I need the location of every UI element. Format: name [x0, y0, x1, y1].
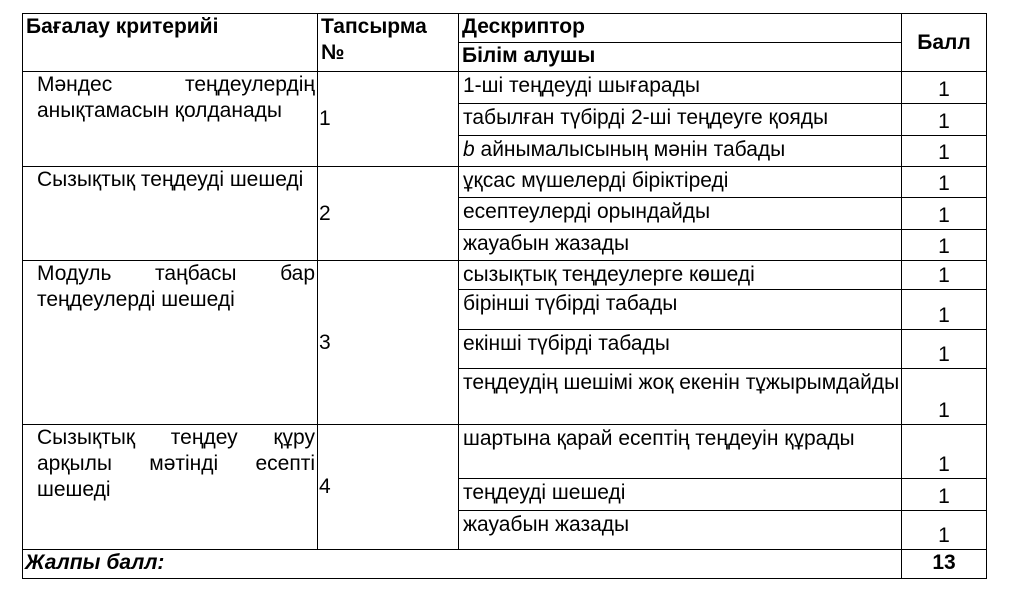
score-cell: 1: [902, 479, 987, 511]
table-row: [23, 167, 987, 198]
task-number-cell: 3: [318, 261, 459, 425]
header-row: [23, 14, 987, 43]
score-cell: 1: [902, 290, 987, 330]
descriptor-cell: [459, 290, 902, 330]
total-row: [23, 550, 987, 579]
score-cell: 1: [902, 230, 987, 261]
table-row: [23, 425, 987, 479]
score-cell: 1: [902, 330, 987, 369]
descriptor-cell: [459, 198, 902, 230]
total-label: Жалпы балл:: [23, 550, 902, 579]
descriptor-cell: [459, 72, 902, 104]
total-value: 13: [902, 550, 987, 579]
descriptor-cell: [459, 136, 902, 167]
score-cell: 1: [902, 198, 987, 230]
header-descriptor: Дескриптор: [459, 14, 902, 43]
score-cell: 1: [902, 425, 987, 479]
header-task: Тапсырма №: [318, 14, 459, 72]
descriptor-text: табылған түбірді 2-ші теңдеуге қояды: [463, 106, 829, 129]
header-learner: Білім алушы: [459, 43, 902, 72]
descriptor-cell: [459, 104, 902, 136]
descriptor-cell: [459, 479, 902, 511]
descriptor-text: есептеулерді орындайды: [463, 200, 711, 223]
descriptor-text: 1-ші теңдеуді шығарады: [463, 74, 700, 97]
score-cell: 1: [902, 511, 987, 550]
task-number-cell: 2: [318, 167, 459, 261]
score-cell: 1: [902, 72, 987, 104]
task-number-cell: 4: [318, 425, 459, 550]
criterion-cell: Модуль таңбасы бар теңдеулерді шешеді: [23, 261, 318, 425]
criterion-cell: Сызықтық теңдеу құру арқылы мәтінді есепті шешеді: [23, 425, 318, 550]
task-number-cell: 1: [318, 72, 459, 167]
table-row: [23, 261, 987, 290]
descriptor-text: жауабын жазады: [463, 513, 630, 536]
score-cell: 1: [902, 104, 987, 136]
descriptor-cell: [459, 425, 902, 479]
descriptor-cell: [459, 230, 902, 261]
descriptor-text: ұқсас мүшелерді біріктіреді: [463, 169, 729, 192]
descriptor-text: бірінші түбірді табады: [463, 292, 678, 315]
descriptor-text: теңдеудің шешімі жоқ екенін тұжырымдайды: [463, 371, 900, 394]
header-criterion: Бағалау критерийі: [23, 14, 318, 72]
score-cell: 1: [902, 136, 987, 167]
score-cell: 1: [902, 369, 987, 425]
assessment-table: [22, 13, 987, 579]
descriptor-text: айнымалысының мәнін табады: [474, 138, 786, 161]
descriptor-text: шартына қарай есептің теңдеуін құрады: [463, 427, 855, 450]
score-cell: 1: [902, 261, 987, 290]
descriptor-cell: [459, 369, 902, 425]
header-score: Балл: [902, 14, 987, 72]
descriptor-cell: [459, 511, 902, 550]
criterion-cell: Мәндес теңдеулердің анықтамасын қолданады: [23, 72, 318, 167]
table-row: [23, 72, 987, 104]
descriptor-text: екінші түбірді табады: [463, 332, 670, 355]
score-cell: 1: [902, 167, 987, 198]
descriptor-text: теңдеуді шешеді: [463, 481, 626, 504]
descriptor-cell: [459, 167, 902, 198]
descriptor-cell: [459, 330, 902, 369]
descriptor-text: жауабын жазады: [463, 232, 630, 255]
descriptor-cell: [459, 261, 902, 290]
variable-symbol: b: [463, 138, 475, 161]
criterion-cell: Сызықтық теңдеуді шешеді: [23, 167, 318, 261]
descriptor-text: сызықтық теңдеулерге көшеді: [463, 263, 755, 286]
